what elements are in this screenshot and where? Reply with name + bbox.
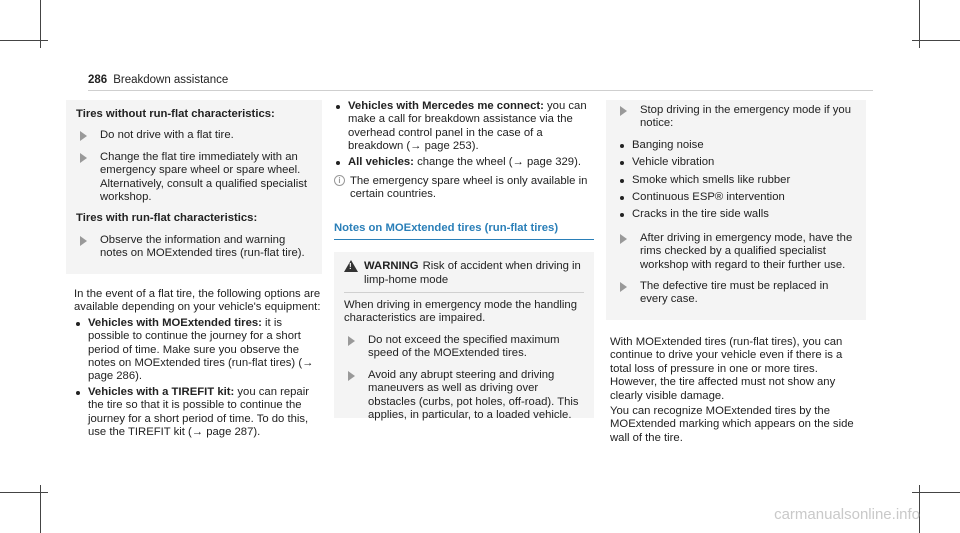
- warning-icon: [344, 260, 358, 273]
- page-header: [88, 74, 228, 87]
- step-item: Observe the information and warning notes on MOExtended tires (run-flat tire).: [76, 234, 312, 261]
- info-icon: i: [334, 175, 345, 186]
- paragraph: With MOExtended tires (run-flat tires), you can continue to drive your vehicle even if there is a total loss of pressure in one or more tires. However, the tire affected must not show any clearly visible damage.: [610, 336, 843, 402]
- column-3: [606, 100, 866, 445]
- arrow-icon: [620, 234, 627, 244]
- warning-box: [334, 252, 594, 421]
- tire-info-box: [66, 100, 322, 274]
- list-item: Vehicles with MOExtended tires: it is possible to continue the journey for a short period of time. Make sure you observe the notes on MOExtended tires (run-flat tires) (→ page 286).: [74, 317, 322, 384]
- section-title: Breakdown assistance: [113, 74, 229, 86]
- header-divider: [88, 90, 873, 91]
- arrow-icon: [348, 336, 355, 346]
- warning-divider: [344, 292, 584, 293]
- arrow-icon: [620, 106, 627, 116]
- steps-box: [606, 100, 866, 320]
- warning-header: [344, 260, 584, 287]
- note: i The emergency spare wheel is only available in certain countries.: [334, 175, 594, 202]
- step-item: The defective tire must be replaced in every case.: [616, 280, 856, 307]
- arrow-icon: [80, 153, 87, 163]
- arrow-icon: [80, 131, 87, 141]
- list-item: Vehicles with Mercedes me connect: you can make a call for breakdown assistance via the overhead control panel in the case of a breakdown (→ page 253).: [334, 100, 594, 154]
- crop-mark: [912, 492, 960, 493]
- column-1: [66, 100, 322, 439]
- warning-label: WARNING: [364, 260, 419, 273]
- paragraph: You can recognize MOExtended tires by the MOExtended marking which appears on the side wall of the tire.: [610, 405, 854, 444]
- column-2: [334, 100, 594, 421]
- intro-paragraph: In the event of a flat tire, the following options are available depending on your vehicle's equipment:: [74, 288, 321, 314]
- list-item: Cracks in the tire side walls: [618, 208, 856, 221]
- list-item: Banging noise: [618, 139, 856, 152]
- heading-runflat: Tires with run-flat characteristics:: [76, 212, 258, 225]
- list-item: Vehicle vibration: [618, 156, 856, 169]
- step-item: Change the flat tire immediately with an emergency spare wheel or spare wheel. Alternatively, consult a qualified specialist workshop.: [76, 151, 312, 205]
- page-number: 286: [88, 74, 108, 86]
- step-item: Avoid any abrupt steering and driving maneuvers as well as driving over obstacles (curbs, pot holes, off-road). This applies, in particular, to a loaded vehicle.: [344, 369, 584, 423]
- arrow-icon: [348, 371, 355, 381]
- section-heading: Notes on MOExtended tires (run-flat tires): [334, 222, 594, 240]
- step-item: After driving in emergency mode, have the rims checked by a qualified specialist workshop with regard to their further use.: [616, 232, 856, 272]
- warning-title: Risk of accident when driving in limp-home mode: [364, 260, 581, 286]
- list-item: All vehicles: change the wheel (→ page 329).: [334, 156, 594, 169]
- crop-mark: [0, 492, 48, 493]
- list-item: Vehicles with a TIREFIT kit: you can repair the tire so that it is possible to continue the journey for a short period of time. To do this, use the TIREFIT kit (→ page 287).: [74, 386, 322, 440]
- step-item: Stop driving in the emergency mode if you notice:: [616, 104, 856, 131]
- crop-mark: [0, 40, 48, 41]
- watermark: carmanualsonline.info: [774, 505, 920, 523]
- warning-text: When driving in emergency mode the handling characteristics are impaired.: [344, 299, 577, 325]
- step-item: Do not drive with a flat tire.: [76, 129, 312, 142]
- arrow-icon: [80, 236, 87, 246]
- crop-mark: [912, 40, 960, 41]
- heading-no-runflat: Tires without run-flat characteristics:: [76, 108, 275, 120]
- step-item: Do not exceed the specified maximum speed of the MOExtended tires.: [344, 334, 584, 361]
- list-item: Smoke which smells like rubber: [618, 174, 856, 187]
- arrow-icon: [620, 282, 627, 292]
- list-item: Continuous ESP® intervention: [618, 191, 856, 204]
